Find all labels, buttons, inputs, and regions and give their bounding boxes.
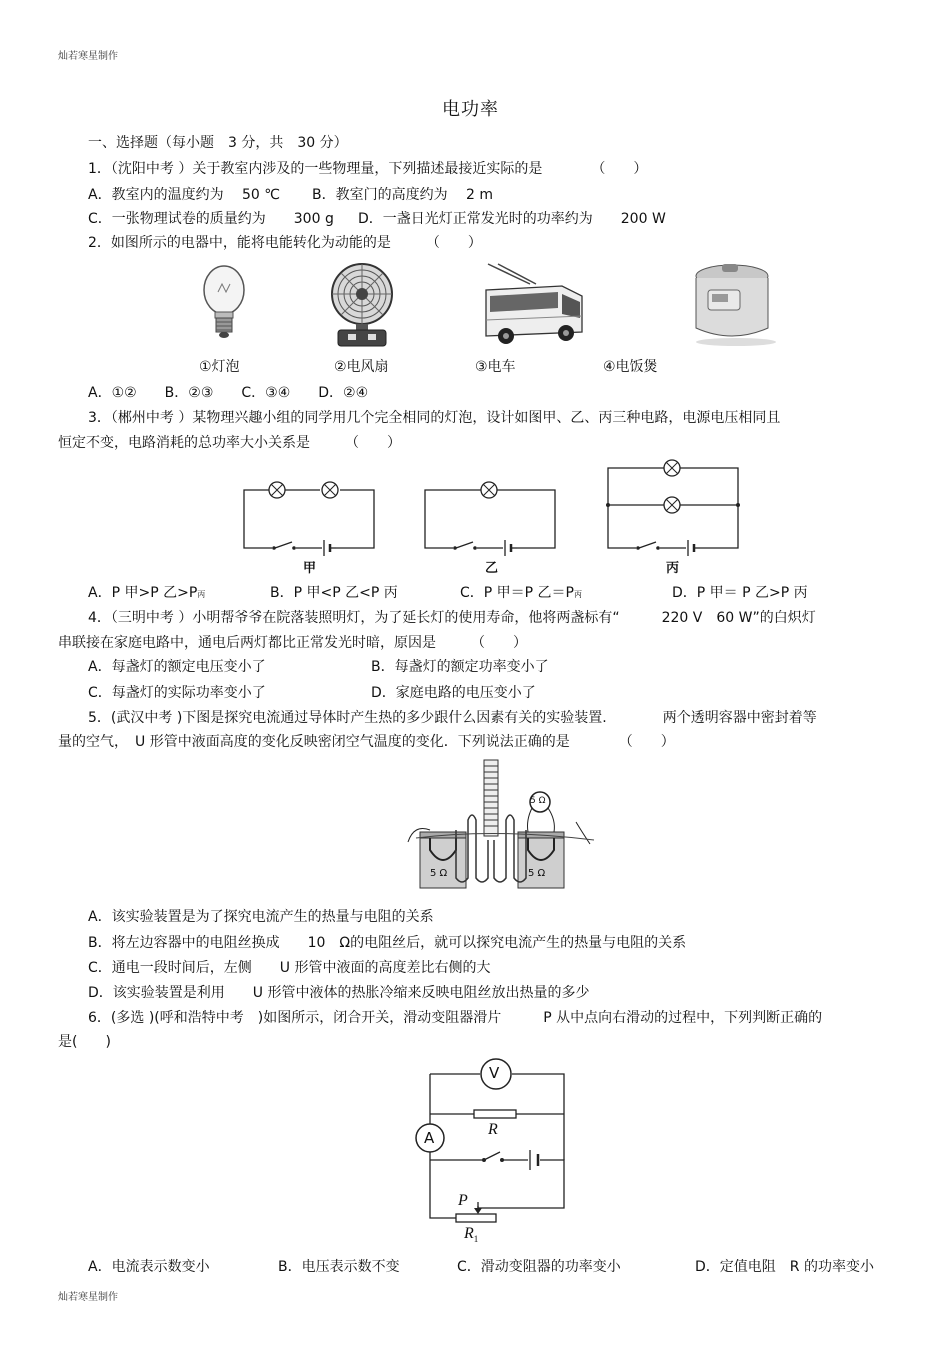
q6-option-b: B．电压表示数不变 xyxy=(278,1259,400,1275)
resistor-top-label: 5 Ω xyxy=(530,796,546,806)
q1-stem: 1．（沈阳中考 ）关于教室内涉及的一些物理量，下列描述最接近实际的是 （ ） xyxy=(88,161,648,177)
q4-stem-line1: 4．（三明中考 ）小明帮爷爷在院落装照明灯，为了延长灯的使用寿命，他将两盏标有“ 220 V 60 W”的白炽灯 xyxy=(88,610,816,626)
fan-image xyxy=(326,262,401,350)
q1-option-d: D．一盏日光灯正常发光时的功率约为 200 W xyxy=(358,211,666,227)
voltmeter-label: V xyxy=(489,1064,500,1082)
q2-caption-bulb: ①灯泡 xyxy=(199,359,240,375)
page-title: 电功率 xyxy=(442,99,499,120)
q5-option-d: D．该实验装置是利用 U 形管中液体的热胀冷缩来反映电阻丝放出热量的多少 xyxy=(88,985,590,1001)
q6-option-a: A．电流表示数变小 xyxy=(88,1259,210,1275)
q6-circuit-diagram xyxy=(412,1060,572,1240)
q4-option-d: D．家庭电路的电压变小了 xyxy=(371,685,536,701)
q3-stem-line1: 3．（郴州中考 ）某物理兴趣小组的同学用几个完全相同的灯泡，设计如图甲、乙、丙三种电路，电源电压相同且 xyxy=(88,410,781,426)
q3-option-a: A．P 甲>P 乙>P丙 xyxy=(88,585,206,601)
q4-option-c: C．每盏灯的实际功率变小了 xyxy=(88,685,266,701)
q5-stem-line1: 5．(武汉中考 )下图是探究电流通过导体时产生热的多少跟什么因素有关的实验装置. 两个透明容器中密封着等 xyxy=(88,710,817,726)
q1-option-b: B．教室门的高度约为 2 m xyxy=(312,187,494,203)
circuit-bing-label: 丙 xyxy=(666,561,680,576)
rheostat-r1-label: $R_1$ xyxy=(464,1225,479,1245)
resistor-left-label: 5 Ω xyxy=(430,868,448,879)
q1-option-c: C．一张物理试卷的质量约为 300 g xyxy=(88,211,334,227)
trolleybus-image xyxy=(478,262,590,352)
q1-option-a: A．教室内的温度约为 50 ℃ xyxy=(88,187,281,203)
q3-stem-line2: 恒定不变，电路消耗的总功率大小关系是 （ ） xyxy=(58,435,401,451)
bulb-image xyxy=(196,262,256,347)
circuit-yi-label: 乙 xyxy=(485,561,499,576)
q6-option-d: D．定值电阻 R 的功率变小 xyxy=(695,1259,874,1275)
q2-caption-cooker: ④电饭煲 xyxy=(603,359,658,375)
q5-stem-line2: 量的空气， U 形管中液面高度的变化反映密闭空气温度的变化．下列说法正确的是 （ ） xyxy=(58,734,675,750)
ammeter-label: A xyxy=(424,1129,435,1147)
q5-option-c: C．通电一段时间后，左侧 U 形管中液面的高度差比右侧的大 xyxy=(88,960,491,976)
section-heading: 一、选择题（每小题 3 分，共 30 分） xyxy=(88,135,348,151)
q3-option-b: B．P 甲<P 乙<P 丙 xyxy=(270,585,398,601)
q4-option-a: A．每盏灯的额定电压变小了 xyxy=(88,659,266,675)
page-footer: 灿若寒星制作 xyxy=(58,1292,118,1303)
q2-stem: 2．如图所示的电器中，能将电能转化为动能的是 （ ） xyxy=(88,235,482,251)
q4-option-b: B．每盏灯的额定功率变小了 xyxy=(371,659,549,675)
q5-option-b: B．将左边容器中的电阻丝换成 10 Ω的电阻丝后，就可以探究电流产生的热量与电阻的关系 xyxy=(88,935,687,951)
slider-p-label: P xyxy=(458,1192,468,1209)
q3-option-c: C．P 甲＝P 乙＝P丙 xyxy=(460,585,583,601)
circuit-jia-label: 甲 xyxy=(303,561,317,576)
q2-caption-bus: ③电车 xyxy=(475,359,516,375)
resistor-right-label: 5 Ω xyxy=(528,868,546,879)
q3-option-d: D．P 甲＝ P 乙>P 丙 xyxy=(672,585,808,601)
rice-cooker-image xyxy=(684,262,784,347)
q2-caption-fan: ②电风扇 xyxy=(334,359,389,375)
page-header: 灿若寒星制作 xyxy=(58,51,118,62)
q2-options: A．①② B．②③ C．③④ D．②④ xyxy=(88,385,369,401)
q5-option-a: A．该实验装置是为了探究电流产生的热量与电阻的关系 xyxy=(88,909,434,925)
q4-stem-line2: 串联接在家庭电路中，通电后两灯都比正常发光时暗，原因是 （ ） xyxy=(58,635,527,651)
q6-stem-line2: 是( ) xyxy=(58,1034,111,1050)
q6-option-c: C．滑动变阻器的功率变小 xyxy=(457,1259,621,1275)
q6-stem-line1: 6．(多选 )(呼和浩特中考 )如图所示，闭合开关，滑动变阻器滑片 P 从中点向右滑动的过程中，下列判断正确的 xyxy=(88,1010,823,1026)
resistor-r-label: R xyxy=(488,1121,498,1138)
